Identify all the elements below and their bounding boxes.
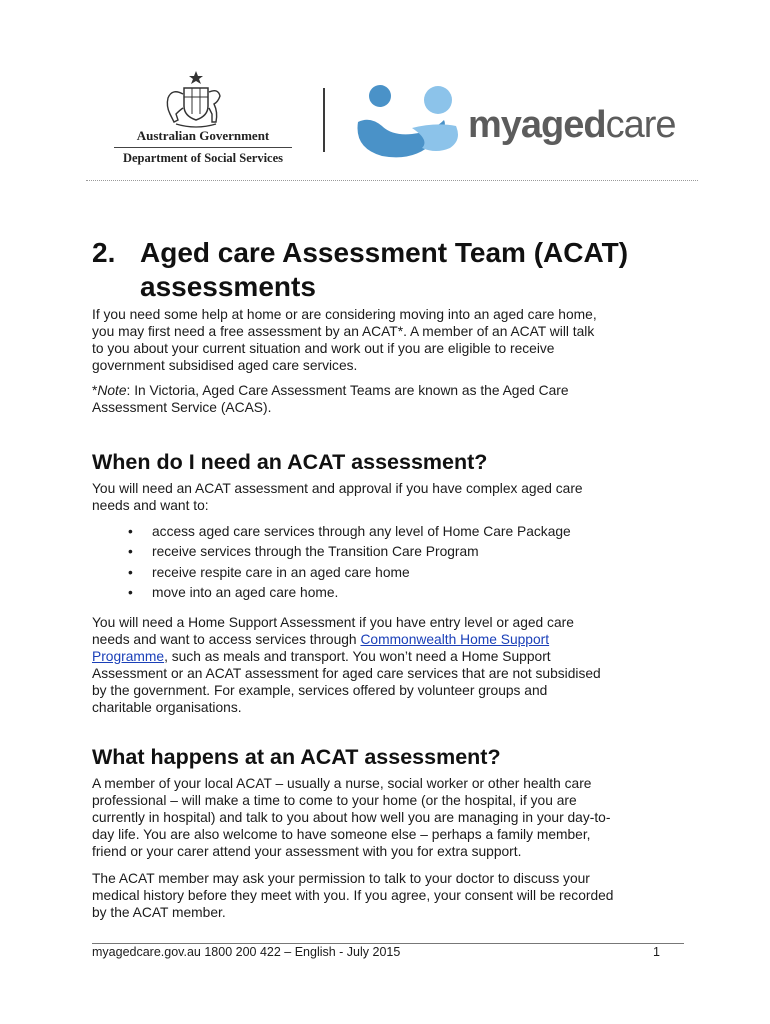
brand-prefix: myaged: [468, 104, 606, 146]
department-name: Department of Social Services: [122, 151, 284, 165]
list-item: [92, 583, 692, 603]
header-dotted-rule: [86, 180, 698, 181]
text-line: You will need an ACAT assessment and approval if you have complex aged care: [92, 481, 583, 496]
bullet-icon: •: [128, 564, 133, 580]
list-item-text: receive services through the Transition Care Program: [152, 544, 479, 560]
text-line: Assessment or an ACAT assessment for aged care services that are not subsidised: [92, 665, 601, 681]
section2-paragraph-2: [92, 871, 692, 922]
text-line: day life. You are also welcome to have someone else – perhaps a family member,: [92, 826, 591, 842]
title-line-2: assessments: [140, 271, 316, 302]
header-divider: [323, 88, 325, 152]
text-line: to you about your current situation and work out if you are eligible to receive: [92, 340, 555, 356]
text-line: needs and want to:: [92, 497, 209, 513]
list-item: [92, 542, 692, 562]
text-line: A member of your local ACAT – usually a nurse, social worker or other health care: [92, 776, 592, 791]
text-line: professional – will make a time to come to your home (or the hospital, if you are: [92, 792, 577, 808]
text-segment: , such as meals and transport. You won’t need a Home Support: [164, 648, 551, 664]
section1-lead: [92, 481, 692, 515]
text-line: [92, 649, 692, 666]
note-prefix: *: [92, 383, 98, 398]
text-line: charitable organisations.: [92, 699, 242, 715]
australian-government-logo: [108, 70, 298, 170]
list-item-text: receive respite care in an aged care home: [152, 564, 410, 580]
note-line-2: Assessment Service (ACAS).: [92, 399, 272, 415]
bullet-icon: •: [128, 584, 133, 600]
commonwealth-home-support-link[interactable]: Commonwealth Home Support: [360, 631, 550, 647]
brand-suffix: care: [605, 104, 676, 146]
title-number: 2.: [92, 237, 116, 268]
government-name: Australian Government: [136, 128, 270, 143]
section2-paragraph-1: [92, 776, 692, 861]
note-label: Note: [97, 383, 127, 398]
text-line: by the ACAT member.: [92, 904, 226, 920]
coat-of-arms-icon: [156, 70, 236, 130]
programme-link[interactable]: Programme: [92, 648, 165, 664]
list-item: [92, 522, 692, 542]
text-line: currently in hospital) and talk to you about how well you are managing in your day-to-: [92, 809, 611, 825]
note-line-1: [92, 383, 692, 400]
text-line: by the government. For example, services offered by volunteer groups and: [92, 682, 548, 698]
text-line: government subsidised aged care services.: [92, 357, 358, 373]
list-item: [92, 563, 692, 583]
page-number: 1: [653, 945, 660, 959]
text-line: [92, 632, 692, 649]
bullet-icon: •: [128, 544, 133, 560]
footer-rule: [92, 943, 684, 944]
note-text: : In Victoria, Aged Care Assessment Teams are known as the Aged Care: [126, 383, 569, 398]
myagedcare-wordmark: [468, 106, 676, 144]
text-line: If you need some help at home or are considering moving into an aged care home,: [92, 307, 597, 322]
section-heading-when: When do I need an ACAT assessment?: [92, 450, 488, 474]
list-item-text: move into an aged care home.: [152, 584, 339, 600]
home-support-paragraph: [92, 615, 692, 716]
text-line: medical history before they meet with you. If you agree, your consent will be recorded: [92, 887, 614, 903]
list-item-text: access aged care services through any level of Home Care Package: [152, 524, 571, 539]
bullet-icon: •: [128, 524, 133, 539]
acat-needs-list: [92, 522, 692, 603]
intro-paragraph: [92, 307, 692, 375]
text-segment: needs and want to access services through: [92, 631, 361, 647]
title-line-1: Aged care Assessment Team (ACAT): [140, 237, 629, 268]
footer-contact: myagedcare.gov.au 1800 200 422 – English - July 2015: [92, 945, 401, 959]
text-line: you may first need a free assessment by an ACAT*. A member of an ACAT will talk: [92, 323, 595, 339]
text-line: You will need a Home Support Assessment if you have entry level or aged care: [92, 615, 574, 630]
text-line: The ACAT member may ask your permission to talk to your doctor to discuss your: [92, 871, 590, 886]
section-heading-what-happens: What happens at an ACAT assessment?: [92, 745, 501, 769]
government-logo-rule: [114, 147, 292, 148]
victoria-note: [92, 383, 692, 417]
myagedcare-figures-icon: [352, 82, 462, 160]
text-line: friend or your carer attend your assessment with you for extra support.: [92, 843, 522, 859]
